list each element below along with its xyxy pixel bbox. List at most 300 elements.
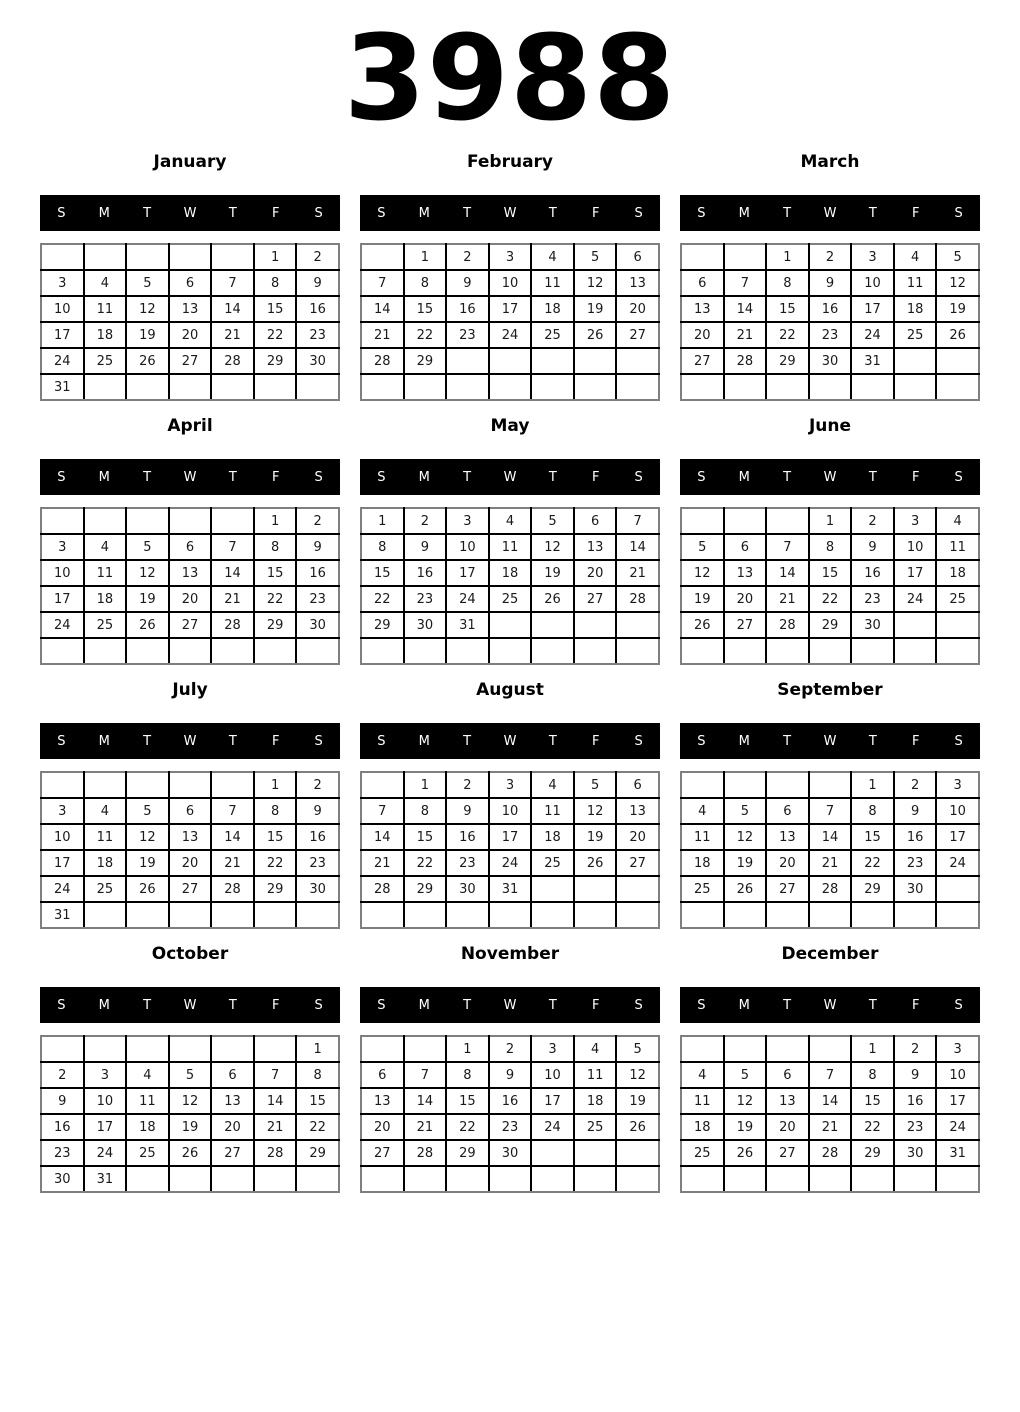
day-cell: 8 xyxy=(404,798,447,824)
day-cell: 4 xyxy=(894,244,937,270)
day-cell: 25 xyxy=(531,322,574,348)
day-cell: 14 xyxy=(766,560,809,586)
empty-day-cell xyxy=(361,772,404,798)
day-cell: 2 xyxy=(296,244,339,270)
empty-day-cell xyxy=(766,902,809,928)
day-cell: 28 xyxy=(766,612,809,638)
day-cell: 20 xyxy=(766,1114,809,1140)
days-grid xyxy=(360,771,660,929)
day-cell: 6 xyxy=(361,1062,404,1088)
day-cell: 5 xyxy=(574,244,617,270)
day-cell: 12 xyxy=(616,1062,659,1088)
day-cell: 12 xyxy=(126,296,169,322)
empty-day-cell xyxy=(126,508,169,534)
day-cell: 8 xyxy=(809,534,852,560)
empty-day-cell xyxy=(616,1166,659,1192)
day-cell: 23 xyxy=(446,850,489,876)
weekday-label: M xyxy=(738,469,750,485)
empty-day-cell xyxy=(84,902,127,928)
day-cell: 8 xyxy=(766,270,809,296)
day-cell: 9 xyxy=(894,1062,937,1088)
month-july xyxy=(40,680,340,929)
day-cell: 10 xyxy=(489,798,532,824)
day-cell: 14 xyxy=(809,824,852,850)
day-cell: 7 xyxy=(809,798,852,824)
day-cell: 13 xyxy=(766,824,809,850)
day-cell: 24 xyxy=(489,322,532,348)
weekday-label: M xyxy=(418,733,430,749)
empty-day-cell xyxy=(361,902,404,928)
week-row xyxy=(361,824,659,850)
week-row xyxy=(41,876,339,902)
empty-day-cell xyxy=(894,1166,937,1192)
week-row xyxy=(681,1114,979,1140)
empty-day-cell xyxy=(936,612,979,638)
day-cell: 19 xyxy=(126,586,169,612)
day-cell: 4 xyxy=(531,244,574,270)
weekday-label: W xyxy=(183,997,197,1013)
day-cell: 13 xyxy=(361,1088,404,1114)
days-grid xyxy=(680,771,980,929)
day-cell: 21 xyxy=(211,586,254,612)
empty-day-cell xyxy=(936,876,979,902)
week-row xyxy=(41,374,339,400)
week-row xyxy=(361,1140,659,1166)
day-cell: 17 xyxy=(936,1088,979,1114)
empty-day-cell xyxy=(211,1036,254,1062)
day-cell: 17 xyxy=(41,322,84,348)
day-cell: 24 xyxy=(531,1114,574,1140)
weekday-header-bar xyxy=(680,987,980,1023)
day-cell: 2 xyxy=(809,244,852,270)
empty-day-cell xyxy=(211,244,254,270)
day-cell: 25 xyxy=(84,348,127,374)
day-cell: 4 xyxy=(681,1062,724,1088)
day-cell: 18 xyxy=(936,560,979,586)
week-row xyxy=(41,1140,339,1166)
day-cell: 22 xyxy=(254,586,297,612)
day-cell: 6 xyxy=(616,772,659,798)
day-cell: 30 xyxy=(404,612,447,638)
day-cell: 29 xyxy=(254,612,297,638)
empty-day-cell xyxy=(254,1036,297,1062)
day-cell: 14 xyxy=(211,296,254,322)
day-cell: 18 xyxy=(681,850,724,876)
month-june xyxy=(680,416,980,665)
day-cell: 20 xyxy=(766,850,809,876)
day-cell: 9 xyxy=(851,534,894,560)
weekday-label: S xyxy=(57,997,66,1013)
day-cell: 17 xyxy=(489,296,532,322)
day-cell: 21 xyxy=(361,322,404,348)
day-cell: 5 xyxy=(126,534,169,560)
month-august xyxy=(360,680,660,929)
empty-day-cell xyxy=(169,902,212,928)
month-january xyxy=(40,152,340,401)
day-cell: 20 xyxy=(616,296,659,322)
empty-day-cell xyxy=(404,1036,447,1062)
empty-day-cell xyxy=(681,374,724,400)
day-cell: 24 xyxy=(446,586,489,612)
day-cell: 27 xyxy=(724,612,767,638)
weekday-label: T xyxy=(783,205,792,221)
day-cell: 27 xyxy=(681,348,724,374)
day-cell: 23 xyxy=(41,1140,84,1166)
empty-day-cell xyxy=(936,348,979,374)
month-title: June xyxy=(808,416,852,436)
week-row xyxy=(361,244,659,270)
day-cell: 13 xyxy=(681,296,724,322)
weekday-label: T xyxy=(463,997,472,1013)
empty-day-cell xyxy=(211,902,254,928)
day-cell: 29 xyxy=(296,1140,339,1166)
day-cell: 16 xyxy=(446,824,489,850)
day-cell: 4 xyxy=(681,798,724,824)
weekday-label: S xyxy=(634,997,643,1013)
day-cell: 8 xyxy=(851,798,894,824)
week-row xyxy=(41,1166,339,1192)
weekday-header-bar xyxy=(360,987,660,1023)
empty-day-cell xyxy=(41,1036,84,1062)
day-cell: 24 xyxy=(41,348,84,374)
day-cell: 1 xyxy=(809,508,852,534)
weekday-label: M xyxy=(738,733,750,749)
day-cell: 1 xyxy=(404,244,447,270)
day-cell: 1 xyxy=(361,508,404,534)
day-cell: 9 xyxy=(489,1062,532,1088)
empty-day-cell xyxy=(681,508,724,534)
day-cell: 22 xyxy=(361,586,404,612)
day-cell: 17 xyxy=(851,296,894,322)
day-cell: 8 xyxy=(254,798,297,824)
weekday-label: M xyxy=(98,469,110,485)
day-cell: 28 xyxy=(211,348,254,374)
day-cell: 15 xyxy=(404,296,447,322)
day-cell: 4 xyxy=(84,270,127,296)
weekday-label: F xyxy=(271,997,280,1013)
day-cell: 7 xyxy=(211,798,254,824)
week-row xyxy=(361,348,659,374)
week-row xyxy=(681,1140,979,1166)
day-cell: 13 xyxy=(574,534,617,560)
weekday-label: F xyxy=(591,997,600,1013)
empty-day-cell xyxy=(616,612,659,638)
day-cell: 15 xyxy=(254,296,297,322)
day-cell: 21 xyxy=(211,322,254,348)
weekday-label: W xyxy=(823,997,837,1013)
day-cell: 30 xyxy=(851,612,894,638)
day-cell: 26 xyxy=(531,586,574,612)
day-cell: 27 xyxy=(766,876,809,902)
week-row xyxy=(681,1088,979,1114)
day-cell: 10 xyxy=(936,1062,979,1088)
day-cell: 22 xyxy=(404,322,447,348)
empty-day-cell xyxy=(531,902,574,928)
week-row xyxy=(361,612,659,638)
day-cell: 8 xyxy=(296,1062,339,1088)
day-cell: 22 xyxy=(404,850,447,876)
empty-day-cell xyxy=(254,1166,297,1192)
week-row xyxy=(361,876,659,902)
day-cell: 11 xyxy=(936,534,979,560)
week-row xyxy=(41,560,339,586)
day-cell: 21 xyxy=(361,850,404,876)
weekday-label: T xyxy=(463,205,472,221)
day-cell: 16 xyxy=(296,296,339,322)
day-cell: 21 xyxy=(404,1114,447,1140)
weekday-label: S xyxy=(377,205,386,221)
empty-day-cell xyxy=(809,1166,852,1192)
day-cell: 25 xyxy=(574,1114,617,1140)
week-row xyxy=(41,1062,339,1088)
week-row xyxy=(681,798,979,824)
day-cell: 23 xyxy=(894,850,937,876)
day-cell: 13 xyxy=(169,560,212,586)
empty-day-cell xyxy=(296,638,339,664)
day-cell: 2 xyxy=(489,1036,532,1062)
day-cell: 23 xyxy=(296,322,339,348)
empty-day-cell xyxy=(169,374,212,400)
day-cell: 8 xyxy=(254,270,297,296)
empty-day-cell xyxy=(531,876,574,902)
day-cell: 24 xyxy=(894,586,937,612)
empty-day-cell xyxy=(724,508,767,534)
weekday-label: M xyxy=(98,733,110,749)
empty-day-cell xyxy=(41,244,84,270)
weekday-label: M xyxy=(738,205,750,221)
day-cell: 29 xyxy=(809,612,852,638)
week-row xyxy=(361,374,659,400)
day-cell: 21 xyxy=(616,560,659,586)
week-row xyxy=(681,374,979,400)
day-cell: 25 xyxy=(126,1140,169,1166)
day-cell: 25 xyxy=(681,876,724,902)
month-title: October xyxy=(151,944,229,964)
day-cell: 26 xyxy=(126,612,169,638)
day-cell: 20 xyxy=(211,1114,254,1140)
day-cell: 28 xyxy=(361,876,404,902)
weekday-label: S xyxy=(697,997,706,1013)
empty-day-cell xyxy=(531,1166,574,1192)
day-cell: 9 xyxy=(296,270,339,296)
weekday-label: T xyxy=(143,205,152,221)
weekday-label: T xyxy=(143,997,152,1013)
week-row xyxy=(681,348,979,374)
week-row xyxy=(361,586,659,612)
day-cell: 20 xyxy=(724,586,767,612)
weekday-label: F xyxy=(911,205,920,221)
day-cell: 10 xyxy=(894,534,937,560)
day-cell: 19 xyxy=(616,1088,659,1114)
weekday-label: M xyxy=(98,997,110,1013)
empty-day-cell xyxy=(489,374,532,400)
day-cell: 27 xyxy=(766,1140,809,1166)
weekday-label: F xyxy=(271,469,280,485)
day-cell: 22 xyxy=(766,322,809,348)
weekday-label: F xyxy=(271,733,280,749)
week-row xyxy=(41,772,339,798)
day-cell: 27 xyxy=(616,850,659,876)
day-cell: 31 xyxy=(41,374,84,400)
weekday-label: W xyxy=(183,469,197,485)
week-row xyxy=(681,560,979,586)
empty-day-cell xyxy=(894,902,937,928)
day-cell: 29 xyxy=(254,876,297,902)
days-grid xyxy=(40,771,340,929)
day-cell: 17 xyxy=(936,824,979,850)
day-cell: 9 xyxy=(446,798,489,824)
day-cell: 17 xyxy=(84,1114,127,1140)
empty-day-cell xyxy=(84,374,127,400)
day-cell: 1 xyxy=(254,772,297,798)
days-grid xyxy=(680,507,980,665)
days-grid xyxy=(360,1035,660,1193)
day-cell: 31 xyxy=(851,348,894,374)
week-row xyxy=(41,850,339,876)
day-cell: 10 xyxy=(531,1062,574,1088)
day-cell: 13 xyxy=(616,798,659,824)
week-row xyxy=(361,902,659,928)
weekday-header-bar xyxy=(360,195,660,231)
weekday-label: T xyxy=(228,997,237,1013)
day-cell: 2 xyxy=(446,244,489,270)
weekday-label: T xyxy=(868,733,877,749)
day-cell: 25 xyxy=(84,612,127,638)
day-cell: 30 xyxy=(296,876,339,902)
weekday-label: S xyxy=(377,733,386,749)
day-cell: 4 xyxy=(84,534,127,560)
day-cell: 23 xyxy=(296,850,339,876)
day-cell: 22 xyxy=(446,1114,489,1140)
empty-day-cell xyxy=(616,902,659,928)
empty-day-cell xyxy=(724,638,767,664)
week-row xyxy=(361,534,659,560)
day-cell: 17 xyxy=(446,560,489,586)
empty-day-cell xyxy=(681,902,724,928)
days-grid xyxy=(680,1035,980,1193)
empty-day-cell xyxy=(84,508,127,534)
day-cell: 17 xyxy=(894,560,937,586)
day-cell: 31 xyxy=(489,876,532,902)
weekday-label: T xyxy=(228,469,237,485)
day-cell: 27 xyxy=(574,586,617,612)
days-grid xyxy=(360,507,660,665)
empty-day-cell xyxy=(574,612,617,638)
weekday-label: T xyxy=(783,997,792,1013)
empty-day-cell xyxy=(126,244,169,270)
days-grid xyxy=(40,507,340,665)
day-cell: 14 xyxy=(211,824,254,850)
day-cell: 15 xyxy=(361,560,404,586)
day-cell: 6 xyxy=(724,534,767,560)
week-row xyxy=(361,1114,659,1140)
empty-day-cell xyxy=(616,374,659,400)
day-cell: 2 xyxy=(296,508,339,534)
day-cell: 12 xyxy=(126,560,169,586)
day-cell: 12 xyxy=(724,824,767,850)
day-cell: 30 xyxy=(809,348,852,374)
empty-day-cell xyxy=(211,374,254,400)
empty-day-cell xyxy=(211,638,254,664)
empty-day-cell xyxy=(531,612,574,638)
weekday-label: S xyxy=(314,469,323,485)
week-row xyxy=(41,296,339,322)
empty-day-cell xyxy=(616,1140,659,1166)
month-may xyxy=(360,416,660,665)
day-cell: 10 xyxy=(446,534,489,560)
day-cell: 14 xyxy=(361,296,404,322)
day-cell: 4 xyxy=(936,508,979,534)
empty-day-cell xyxy=(681,244,724,270)
day-cell: 1 xyxy=(254,244,297,270)
day-cell: 26 xyxy=(936,322,979,348)
day-cell: 21 xyxy=(766,586,809,612)
empty-day-cell xyxy=(936,902,979,928)
day-cell: 19 xyxy=(126,322,169,348)
day-cell: 5 xyxy=(681,534,724,560)
day-cell: 5 xyxy=(936,244,979,270)
day-cell: 7 xyxy=(254,1062,297,1088)
day-cell: 12 xyxy=(574,798,617,824)
day-cell: 25 xyxy=(894,322,937,348)
day-cell: 11 xyxy=(681,1088,724,1114)
weekday-label: T xyxy=(143,469,152,485)
day-cell: 15 xyxy=(296,1088,339,1114)
week-row xyxy=(361,772,659,798)
day-cell: 19 xyxy=(574,296,617,322)
day-cell: 10 xyxy=(41,560,84,586)
day-cell: 5 xyxy=(169,1062,212,1088)
week-row xyxy=(361,322,659,348)
day-cell: 9 xyxy=(446,270,489,296)
empty-day-cell xyxy=(809,638,852,664)
weekday-label: W xyxy=(823,469,837,485)
empty-day-cell xyxy=(361,244,404,270)
weekday-label: S xyxy=(314,205,323,221)
weekday-label: S xyxy=(954,997,963,1013)
day-cell: 26 xyxy=(724,1140,767,1166)
day-cell: 22 xyxy=(254,322,297,348)
day-cell: 20 xyxy=(616,824,659,850)
day-cell: 28 xyxy=(254,1140,297,1166)
empty-day-cell xyxy=(169,638,212,664)
day-cell: 30 xyxy=(446,876,489,902)
week-row xyxy=(361,270,659,296)
day-cell: 7 xyxy=(616,508,659,534)
day-cell: 11 xyxy=(489,534,532,560)
day-cell: 24 xyxy=(489,850,532,876)
weekday-label: W xyxy=(823,733,837,749)
day-cell: 11 xyxy=(84,296,127,322)
day-cell: 31 xyxy=(936,1140,979,1166)
week-row xyxy=(41,824,339,850)
day-cell: 27 xyxy=(211,1140,254,1166)
day-cell: 16 xyxy=(851,560,894,586)
day-cell: 26 xyxy=(724,876,767,902)
weekday-label: S xyxy=(697,469,706,485)
empty-day-cell xyxy=(126,772,169,798)
week-row xyxy=(361,1088,659,1114)
weekday-label: S xyxy=(697,733,706,749)
empty-day-cell xyxy=(766,508,809,534)
day-cell: 11 xyxy=(531,270,574,296)
day-cell: 14 xyxy=(404,1088,447,1114)
weekday-label: T xyxy=(868,205,877,221)
day-cell: 1 xyxy=(296,1036,339,1062)
day-cell: 29 xyxy=(404,876,447,902)
empty-day-cell xyxy=(126,902,169,928)
day-cell: 11 xyxy=(84,824,127,850)
